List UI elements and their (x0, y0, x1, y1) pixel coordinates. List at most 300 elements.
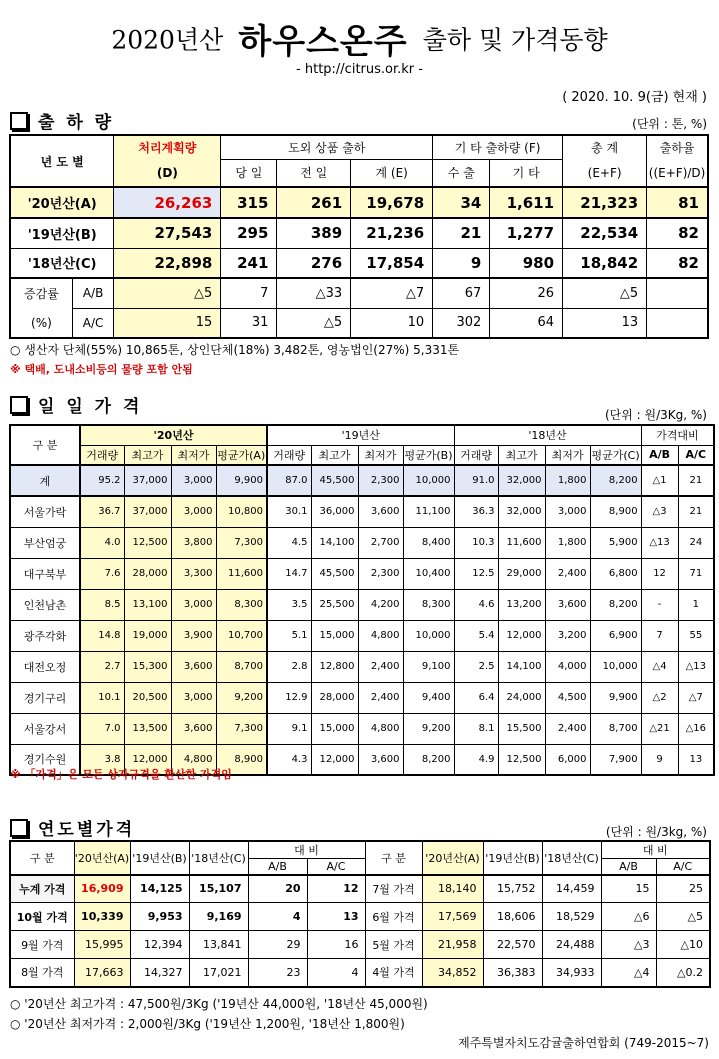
plan-cell: 22,898 (114, 248, 221, 278)
value-cell: 4 (307, 959, 365, 987)
value-cell: 16,909 (74, 875, 130, 903)
shipment-unit: (단위 : 톤, %) (632, 117, 707, 131)
table-row (10, 278, 708, 308)
shipment-section-title (10, 108, 114, 133)
value-cell: - (641, 589, 678, 620)
etc-cell: 26 (490, 278, 563, 308)
document-title (0, 14, 719, 63)
table-row (10, 959, 710, 987)
table-row (10, 713, 714, 744)
value-cell: 19,000 (124, 620, 171, 651)
header-2020: '20년산 (80, 425, 267, 445)
value-cell: 71 (678, 558, 714, 589)
rate-cell: 82 (647, 248, 708, 278)
period-label: 7월 가격 (365, 875, 422, 903)
table-row (10, 527, 714, 558)
sub-max: 최고가 (498, 445, 545, 465)
diff-row-label: A/C (72, 308, 114, 338)
today-cell: 315 (221, 187, 277, 218)
value-cell: 32,000 (498, 465, 545, 496)
value-cell: 7 (641, 620, 678, 651)
value-cell: 12,000 (311, 744, 358, 775)
table-row (10, 496, 714, 527)
header-ab: A/B (601, 859, 656, 875)
export-cell: 302 (433, 308, 490, 338)
value-cell: 12,800 (311, 651, 358, 682)
value-cell: 20,500 (124, 682, 171, 713)
price-note: ※ 「가격」은 모든 상자규격을 환산한 가격임 (10, 768, 232, 781)
value-cell: 10,700 (216, 620, 267, 651)
value-cell: 9,200 (216, 682, 267, 713)
value-cell: 13,841 (189, 931, 248, 959)
value-cell: 4.0 (80, 527, 124, 558)
value-cell: △3 (601, 931, 656, 959)
sum-cell: 21,236 (351, 218, 433, 248)
value-cell: 28,000 (124, 558, 171, 589)
checkbox-square-icon (10, 112, 28, 130)
checkbox-square-icon (10, 396, 28, 414)
value-cell: 12,394 (130, 931, 189, 959)
value-cell: 14,125 (130, 875, 189, 903)
value-cell: 18,606 (483, 903, 542, 931)
period-label: 5월 가격 (365, 931, 422, 959)
value-cell: 12,500 (124, 527, 171, 558)
header-total-ef: (E+F) (563, 159, 647, 187)
value-cell: 10,000 (403, 465, 454, 496)
sub-ab: A/B (641, 445, 678, 465)
value-cell: 11,600 (498, 527, 545, 558)
value-cell: 8,300 (216, 589, 267, 620)
export-cell: 9 (433, 248, 490, 278)
value-cell: 21 (678, 496, 714, 527)
value-cell: 7,900 (590, 744, 641, 775)
header-a: '20년산(A) (74, 841, 130, 875)
min-price-note: ○ '20년산 최저가격 : 2,000원/3Kg ('19년산 1,200원, '18년산 1,800원) (10, 1017, 405, 1031)
value-cell: 4.3 (267, 744, 311, 775)
value-cell: 36,000 (311, 496, 358, 527)
yearly-title-text: 연도별가격 (38, 820, 136, 840)
export-cell: 21 (433, 218, 490, 248)
value-cell: 2,400 (358, 682, 403, 713)
sub-min: 최저가 (545, 445, 590, 465)
value-cell: 25 (656, 875, 710, 903)
value-cell: 14,459 (542, 875, 601, 903)
value-cell: 37,000 (124, 496, 171, 527)
table-row (10, 931, 710, 959)
value-cell: 18,529 (542, 903, 601, 931)
header-gubun: 구 분 (10, 841, 74, 875)
table-row (10, 682, 714, 713)
daily-price-table (9, 424, 715, 776)
value-cell: 14.7 (267, 558, 311, 589)
value-cell: 3,300 (171, 558, 216, 589)
table-row (10, 248, 708, 278)
rate-cell (647, 278, 708, 308)
value-cell: 13,100 (124, 589, 171, 620)
sub-avg-b: 평균가(B) (403, 445, 454, 465)
header-etc: 기 타 (490, 159, 563, 187)
value-cell: △21 (641, 713, 678, 744)
total-cell: 22,534 (563, 218, 647, 248)
value-cell: 36,383 (483, 959, 542, 987)
value-cell: 20 (248, 875, 307, 903)
value-cell: 3,600 (171, 713, 216, 744)
value-cell: 2.5 (454, 651, 498, 682)
value-cell: 10.3 (454, 527, 498, 558)
value-cell: 36.7 (80, 496, 124, 527)
value-cell: 24,000 (498, 682, 545, 713)
sub-avg-c: 평균가(C) (590, 445, 641, 465)
header-compare: 대 비 (248, 841, 365, 859)
row-label: '20년산(A) (10, 187, 114, 218)
market-label: 대전오정 (10, 651, 80, 682)
value-cell: 8,700 (216, 651, 267, 682)
value-cell: 3.5 (267, 589, 311, 620)
value-cell: △1 (641, 465, 678, 496)
header-today: 당 일 (221, 159, 277, 187)
value-cell: △13 (641, 527, 678, 558)
value-cell: 17,021 (189, 959, 248, 987)
pct-label: (%) (10, 308, 72, 338)
value-cell: 9.1 (267, 713, 311, 744)
value-cell: 10,000 (590, 651, 641, 682)
value-cell: 11,100 (403, 496, 454, 527)
header-other: 기 타 출하량 (F) (433, 135, 563, 159)
etc-cell: 64 (490, 308, 563, 338)
plan-cell: 26,263 (114, 187, 221, 218)
header-ac: A/C (307, 859, 365, 875)
value-cell: 5.1 (267, 620, 311, 651)
value-cell: 8,700 (590, 713, 641, 744)
row-label: '18년산(C) (10, 248, 114, 278)
header-gubun: 구 분 (365, 841, 422, 875)
export-cell: 67 (433, 278, 490, 308)
header-c: '18년산(C) (542, 841, 601, 875)
value-cell: 3,900 (171, 620, 216, 651)
sub-min: 최저가 (358, 445, 403, 465)
sub-avg-a: 평균가(A) (216, 445, 267, 465)
value-cell: 6,800 (590, 558, 641, 589)
value-cell: △16 (678, 713, 714, 744)
value-cell: 95.2 (80, 465, 124, 496)
value-cell: 9,953 (130, 903, 189, 931)
value-cell: 29,000 (498, 558, 545, 589)
market-label: 서울강서 (10, 713, 80, 744)
value-cell: 4.9 (454, 744, 498, 775)
value-cell: 5,900 (590, 527, 641, 558)
value-cell: 8,200 (403, 744, 454, 775)
value-cell: 1,800 (545, 527, 590, 558)
table-row (10, 218, 708, 248)
period-label: 10월 가격 (10, 903, 74, 931)
title-rest: 출하 및 가격동향 (422, 25, 608, 55)
value-cell: 11,600 (216, 558, 267, 589)
period-label: 6월 가격 (365, 903, 422, 931)
value-cell: 15,752 (483, 875, 542, 903)
value-cell: 55 (678, 620, 714, 651)
value-cell: 28,000 (311, 682, 358, 713)
table-row (10, 558, 714, 589)
value-cell: 32,000 (498, 496, 545, 527)
value-cell: 6,000 (545, 744, 590, 775)
header-ab: A/B (248, 859, 307, 875)
value-cell: 18,140 (422, 875, 483, 903)
value-cell: 10,339 (74, 903, 130, 931)
market-label: 광주각화 (10, 620, 80, 651)
value-cell: 9,100 (403, 651, 454, 682)
sum-cell: 17,854 (351, 248, 433, 278)
value-cell: 15,995 (74, 931, 130, 959)
value-cell: 12,500 (498, 744, 545, 775)
value-cell: 6,900 (590, 620, 641, 651)
value-cell: 12.5 (454, 558, 498, 589)
sub-ac: A/C (678, 445, 714, 465)
value-cell: 4.5 (267, 527, 311, 558)
value-cell: 17,569 (422, 903, 483, 931)
value-cell: 5.4 (454, 620, 498, 651)
value-cell: 9,900 (590, 682, 641, 713)
header-outside: 도외 상품 출하 (221, 135, 433, 159)
value-cell: 13,200 (498, 589, 545, 620)
market-label: 계 (10, 465, 80, 496)
diff-label: 증감률 (10, 278, 72, 308)
sum-cell: 10 (351, 308, 433, 338)
title-year: 2020년산 (111, 25, 224, 55)
as-of-date: ( 2020. 10. 9(금) 현재 ) (562, 90, 707, 105)
value-cell: 21 (678, 465, 714, 496)
header-c: '18년산(C) (189, 841, 248, 875)
site-url[interactable]: - http://citrus.or.kr - (296, 62, 423, 77)
table-row (10, 465, 714, 496)
value-cell: 3,600 (545, 589, 590, 620)
value-cell: 4,200 (358, 589, 403, 620)
value-cell: 87.0 (267, 465, 311, 496)
value-cell: 3.8 (80, 744, 124, 775)
total-cell: 13 (563, 308, 647, 338)
row-label: '19년산(B) (10, 218, 114, 248)
header-a: '20년산(A) (422, 841, 483, 875)
value-cell: 3,000 (171, 589, 216, 620)
market-label: 경기수원 (10, 744, 80, 775)
value-cell: △7 (678, 682, 714, 713)
header-ac: A/C (656, 859, 710, 875)
value-cell: 13,500 (124, 713, 171, 744)
delivery-note: ※ 택배, 도내소비등의 물량 포함 안됨 (10, 363, 193, 376)
table-row (10, 651, 714, 682)
table-row (10, 187, 708, 218)
header-2018: '18년산 (454, 425, 641, 445)
sub-max: 최고가 (311, 445, 358, 465)
market-label: 경기구리 (10, 682, 80, 713)
value-cell: 14,327 (130, 959, 189, 987)
rate-cell: 81 (647, 187, 708, 218)
value-cell: 1,800 (545, 465, 590, 496)
prev-cell: 276 (277, 248, 351, 278)
value-cell: 2,700 (358, 527, 403, 558)
table-row (10, 903, 710, 931)
sub-vol: 거래량 (80, 445, 124, 465)
etc-cell: 980 (490, 248, 563, 278)
value-cell: △4 (601, 959, 656, 987)
value-cell: 9 (641, 744, 678, 775)
period-label: 8월 가격 (10, 959, 74, 987)
value-cell: 2,400 (358, 651, 403, 682)
footer-org: 제주특별자치도감귤출하연합회 (749-2015~7) (458, 1036, 709, 1050)
value-cell: 22,570 (483, 931, 542, 959)
value-cell: 2,400 (545, 558, 590, 589)
value-cell: 7,300 (216, 713, 267, 744)
value-cell: 7.6 (80, 558, 124, 589)
value-cell: 12 (641, 558, 678, 589)
value-cell: 3,200 (545, 620, 590, 651)
shipment-table (9, 134, 709, 339)
value-cell: 3,000 (171, 465, 216, 496)
value-cell: 15,000 (311, 713, 358, 744)
header-gubun: 구 분 (10, 425, 80, 465)
value-cell: 3,000 (171, 496, 216, 527)
value-cell: 7,300 (216, 527, 267, 558)
daily-unit: (단위 : 원/3Kg, %) (604, 408, 707, 422)
rate-cell: 82 (647, 218, 708, 248)
yearly-price-table (9, 840, 711, 988)
value-cell: 10,800 (216, 496, 267, 527)
prev-cell: △5 (277, 308, 351, 338)
value-cell: 6.4 (454, 682, 498, 713)
value-cell: 12.9 (267, 682, 311, 713)
sub-vol: 거래량 (454, 445, 498, 465)
max-price-note: ○ '20년산 최고가격 : 47,500원/3Kg ('19년산 44,000원, '18년산 45,000원) (10, 997, 428, 1011)
value-cell: △2 (641, 682, 678, 713)
header-b: '19년산(B) (483, 841, 542, 875)
plan-cell: △5 (114, 278, 221, 308)
daily-section-title (10, 392, 142, 417)
value-cell: 15,107 (189, 875, 248, 903)
today-cell: 295 (221, 218, 277, 248)
value-cell: 4.6 (454, 589, 498, 620)
header-export: 수 출 (433, 159, 490, 187)
today-cell: 241 (221, 248, 277, 278)
value-cell: 12,000 (498, 620, 545, 651)
value-cell: 34,933 (542, 959, 601, 987)
sub-vol: 거래량 (267, 445, 311, 465)
value-cell: 15,300 (124, 651, 171, 682)
market-label: 서울가락 (10, 496, 80, 527)
value-cell: 8.5 (80, 589, 124, 620)
shipment-title-text: 출 하 량 (38, 113, 115, 133)
value-cell: 9,200 (403, 713, 454, 744)
total-cell: 18,842 (563, 248, 647, 278)
value-cell: 9,900 (216, 465, 267, 496)
value-cell: 15 (601, 875, 656, 903)
value-cell: 9,400 (403, 682, 454, 713)
export-cell: 34 (433, 187, 490, 218)
header-compare: 대 비 (601, 841, 710, 859)
total-cell: △5 (563, 278, 647, 308)
value-cell: 10.1 (80, 682, 124, 713)
market-label: 대구북부 (10, 558, 80, 589)
rate-cell (647, 308, 708, 338)
checkbox-square-icon (10, 819, 28, 837)
value-cell: 12,000 (124, 744, 171, 775)
value-cell: △4 (641, 651, 678, 682)
value-cell: 2,400 (545, 713, 590, 744)
value-cell: 14,100 (498, 651, 545, 682)
market-label: 부산엄궁 (10, 527, 80, 558)
value-cell: 15,500 (498, 713, 545, 744)
value-cell: △5 (656, 903, 710, 931)
value-cell: △3 (641, 496, 678, 527)
value-cell: 10,000 (403, 620, 454, 651)
value-cell: 8,400 (403, 527, 454, 558)
value-cell: 8,900 (590, 496, 641, 527)
producer-note: ○ 생산자 단체(55%) 10,865톤, 상인단체(18%) 3,482톤, 영농법인(27%) 5,331톤 (10, 343, 460, 357)
value-cell: 4,800 (171, 744, 216, 775)
sub-max: 최고가 (124, 445, 171, 465)
period-label: 누계 가격 (10, 875, 74, 903)
value-cell: 21,958 (422, 931, 483, 959)
value-cell: 9,169 (189, 903, 248, 931)
value-cell: 4,800 (358, 713, 403, 744)
value-cell: △0.2 (656, 959, 710, 987)
value-cell: 3,600 (358, 744, 403, 775)
value-cell: 15,000 (311, 620, 358, 651)
value-cell: 13 (307, 903, 365, 931)
value-cell: 3,000 (545, 496, 590, 527)
yearly-section-title (10, 815, 135, 840)
value-cell: 4,500 (545, 682, 590, 713)
value-cell: 30.1 (267, 496, 311, 527)
value-cell: 4 (248, 903, 307, 931)
value-cell: 45,500 (311, 465, 358, 496)
value-cell: 4,800 (358, 620, 403, 651)
today-cell: 31 (221, 308, 277, 338)
value-cell: 37,000 (124, 465, 171, 496)
value-cell: 2.7 (80, 651, 124, 682)
header-rate: 출하율 (647, 135, 708, 159)
prev-cell: 389 (277, 218, 351, 248)
value-cell: 3,800 (171, 527, 216, 558)
value-cell: 24 (678, 527, 714, 558)
value-cell: 91.0 (454, 465, 498, 496)
value-cell: 2,300 (358, 558, 403, 589)
value-cell: 3,600 (171, 651, 216, 682)
value-cell: 7.0 (80, 713, 124, 744)
total-cell: 21,323 (563, 187, 647, 218)
header-plan: 처리계획량 (114, 135, 221, 159)
prev-cell: △33 (277, 278, 351, 308)
table-row (10, 620, 714, 651)
value-cell: 4,000 (545, 651, 590, 682)
value-cell: 14.8 (80, 620, 124, 651)
value-cell: 16 (307, 931, 365, 959)
value-cell: △13 (678, 651, 714, 682)
value-cell: 45,500 (311, 558, 358, 589)
daily-title-text: 일 일 가 격 (38, 397, 143, 417)
value-cell: 10,400 (403, 558, 454, 589)
header-compare: 가격대비 (641, 425, 714, 445)
period-label: 9월 가격 (10, 931, 74, 959)
table-row (10, 308, 708, 338)
header-total: 총 계 (563, 135, 647, 159)
value-cell: 29 (248, 931, 307, 959)
today-cell: 7 (221, 278, 277, 308)
value-cell: 14,100 (311, 527, 358, 558)
yearly-unit: (단위 : 원/3kg, %) (605, 825, 707, 839)
value-cell: 23 (248, 959, 307, 987)
value-cell: 24,488 (542, 931, 601, 959)
value-cell: 25,500 (311, 589, 358, 620)
value-cell: 17,663 (74, 959, 130, 987)
